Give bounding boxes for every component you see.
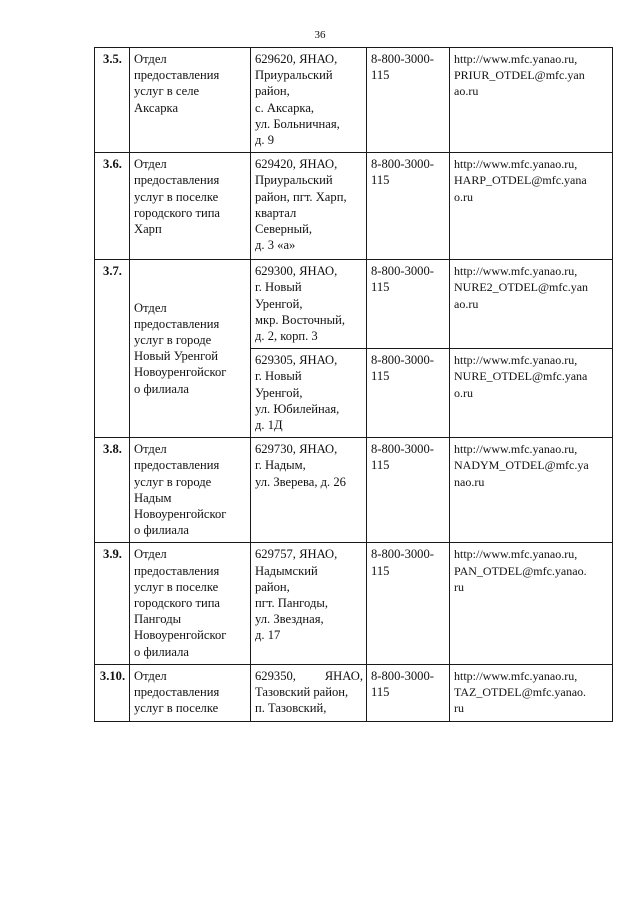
page-number: 36 [314,29,326,41]
website-link[interactable]: http://www.mfc.yanao.ru, [454,264,578,279]
email-link[interactable]: PRIUR_OTDEL@mfc.yan [454,68,585,83]
email-link[interactable]: NADYM_OTDEL@mfc.ya [454,458,589,473]
website-link[interactable]: http://www.mfc.yanao.ru, [454,442,578,457]
row-number: 3.8. [95,438,130,543]
office-name: Отдел предоставления услуг в городе Надым Новоуренгойског о филиала [130,438,251,543]
row-number: 3.5. [95,48,130,153]
website-link[interactable]: http://www.mfc.yanao.ru, [454,547,578,562]
office-address: 629757, ЯНАО, Надымский район, пгт. Пангоды, ул. Звездная, д. 17 [251,543,367,664]
office-phone: 8-800-3000- 115 [367,438,450,543]
office-web-email: http://www.mfc.yanao.ru, TAZ_OTDEL@mfc.yanao. ru [450,664,613,721]
table-row [95,543,613,664]
website-link[interactable]: http://www.mfc.yanao.ru, [454,668,578,683]
website-link[interactable]: http://www.mfc.yanao.ru, [454,353,578,368]
email-link[interactable]: PAN_OTDEL@mfc.yanao. [454,563,587,578]
office-web-email: http://www.mfc.yanao.ru, NURE_OTDEL@mfc.yana o.ru [450,349,613,438]
email-link[interactable]: TAZ_OTDEL@mfc.yanao. [454,685,587,700]
office-web-email: http://www.mfc.yanao.ru, PAN_OTDEL@mfc.yanao. ru [450,543,613,664]
office-address: 629305, ЯНАО, г. Новый Уренгой, ул. Юбилейная, д. 1Д [251,349,367,438]
email-link[interactable]: HARP_OTDEL@mfc.yana [454,173,587,188]
office-name: Отдел предоставления услуг в поселке городского типа Харп [130,153,251,260]
office-phone: 8-800-3000- 115 [367,260,450,349]
office-address: 629420, ЯНАО, Приуральский район, пгт. Харп, квартал Северный, д. 3 «а» [251,153,367,260]
office-phone: 8-800-3000- 115 [367,664,450,721]
office-name: Отдел предоставления услуг в городе Новый Уренгой Новоуренгойског о филиала [130,260,251,438]
office-address: 629620, ЯНАО, Приуральский район, с. Аксарка, ул. Больничная, д. 9 [251,48,367,153]
office-phone: 8-800-3000- 115 [367,543,450,664]
mfc-offices-table [94,47,613,722]
table-row [95,438,613,543]
office-name: Отдел предоставления услуг в селе Аксарка [130,48,251,153]
table-row [95,260,613,349]
email-link[interactable]: NURE_OTDEL@mfc.yana [454,369,588,384]
office-phone: 8-800-3000- 115 [367,153,450,260]
row-number: 3.10. [95,664,130,721]
office-web-email: http://www.mfc.yanao.ru, NADYM_OTDEL@mfc.ya nao.ru [450,438,613,543]
office-address: 629300, ЯНАО, г. Новый Уренгой, мкр. Восточный, д. 2, корп. 3 [251,260,367,349]
table-row [95,48,613,153]
office-web-email: http://www.mfc.yanao.ru, HARP_OTDEL@mfc.yana o.ru [450,153,613,260]
table-row [95,664,613,721]
office-address: 629350, ЯНАО, Тазовский район, п. Тазовский, [251,664,367,721]
website-link[interactable]: http://www.mfc.yanao.ru, [454,52,578,66]
office-address: 629730, ЯНАО, г. Надым, ул. Зверева, д. 26 [251,438,367,543]
office-phone: 8-800-3000- 115 [367,349,450,438]
row-number: 3.9. [95,543,130,664]
website-link[interactable]: http://www.mfc.yanao.ru, [454,157,578,172]
row-number: 3.6. [95,153,130,260]
office-name: Отдел предоставления услуг в поселке [130,664,251,721]
table-row [95,153,613,260]
office-phone: 8-800-3000- 115 [367,48,450,153]
row-number: 3.7. [95,260,130,438]
office-web-email: http://www.mfc.yanao.ru, NURE2_OTDEL@mfc.yan ao.ru [450,260,613,349]
office-web-email: http://www.mfc.yanao.ru, PRIUR_OTDEL@mfc.yan ao.ru [450,48,613,153]
office-name: Отдел предоставления услуг в поселке городского типа Пангоды Новоуренгойског о филиала [130,543,251,664]
email-link[interactable]: NURE2_OTDEL@mfc.yan [454,280,589,295]
